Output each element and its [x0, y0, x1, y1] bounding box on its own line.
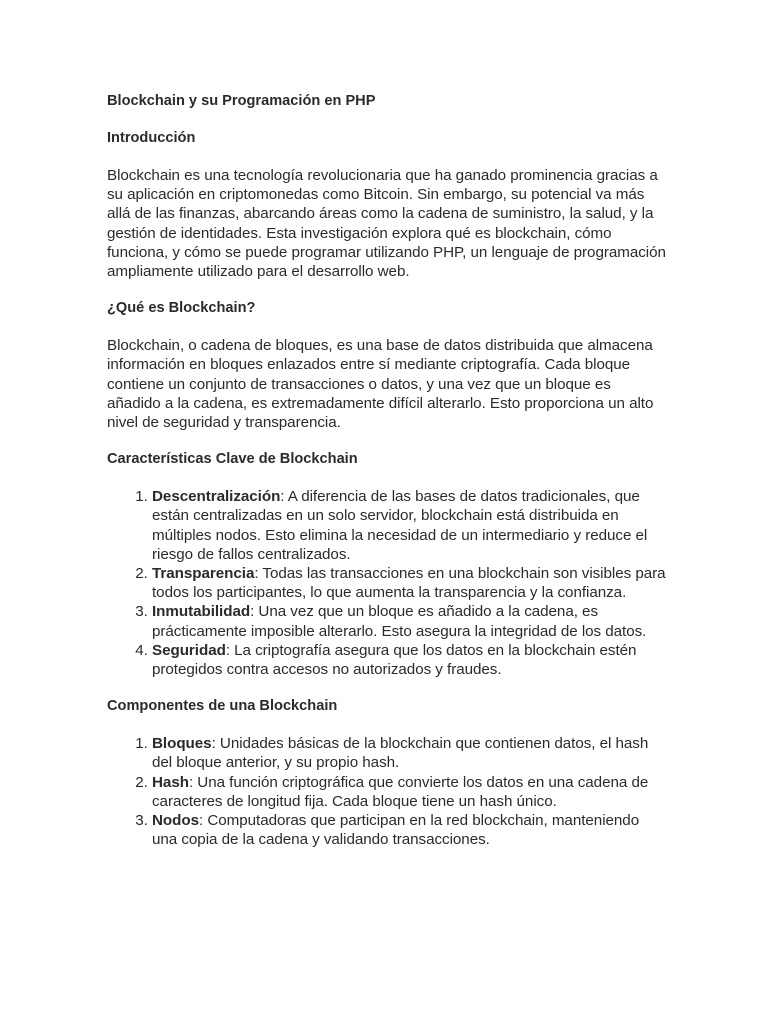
list-item-text: : Una función criptográfica que convierte los datos en una cadena de caracteres de longitud fija. Cada bloque tiene un hash único.: [152, 773, 649, 810]
heading-componentes: Componentes de una Blockchain: [107, 698, 338, 715]
list-item: [152, 734, 668, 772]
list-item-text: : La criptografía asegura que los datos en la blockchain estén protegidos contra accesos no autorizados y fraudes.: [152, 641, 637, 679]
paragraph-introduccion: Blockchain es una tecnología revolucionaria que ha ganado prominencia gracias a su aplicación en criptomonedas como Bitcoin. Sin embargo, su potencial va más allá de las finanzas, abarcando áreas como la cadena de suministro, la salud, y la gestión de identidades. Esta investigación explora qué es blockchain, cómo funciona, y cómo se puede programar utilizando PHP, un lenguaje de programación ampliamente utilizado para el desarrollo web.: [107, 167, 666, 281]
list-item-text: : Unidades básicas de la blockchain que contienen datos, el hash del bloque anterior, y su propio hash.: [152, 735, 649, 772]
heading-que-es-blockchain: ¿Qué es Blockchain?: [107, 300, 256, 317]
list-item-term: Transparencia: [152, 565, 255, 583]
heading-caracteristicas: Características Clave de Blockchain: [107, 451, 358, 468]
list-item: [152, 564, 668, 602]
document-title: Blockchain y su Programación en PHP: [107, 93, 376, 109]
list-item-term: Hash: [152, 773, 189, 791]
list-item-term: Descentralización: [152, 488, 281, 506]
list-item-term: Bloques: [152, 735, 212, 753]
list-item-term: Inmutabilidad: [152, 603, 251, 621]
heading-introduccion: Introducción: [107, 130, 196, 146]
components-list: [107, 734, 668, 849]
list-item-text: : Todas las transacciones en una blockchain son visibles para todos los participantes, lo que aumenta la transparencia y la confianza.: [152, 565, 666, 602]
list-item-term: Nodos: [152, 812, 199, 830]
list-item: [152, 773, 668, 811]
list-item: [152, 602, 668, 640]
list-item-text: : Computadoras que participan en la red blockchain, manteniendo una copia de la cadena y validando transacciones.: [152, 812, 640, 849]
paragraph-que-es-blockchain: Blockchain, o cadena de bloques, es una base de datos distribuida que almacena información en bloques enlazados entre sí mediante criptografía. Cada bloque contiene un conjunto de transacciones o datos, y una vez que un bloque es añadido a la cadena, es extremadamente difícil alterarlo. Esto proporciona un alto nivel de seguridad y transparencia.: [107, 337, 654, 432]
list-item-text: : Una vez que un bloque es añadido a la cadena, es prácticamente imposible alterarlo. Esto asegura la integridad de los datos.: [152, 603, 647, 640]
list-item: [152, 641, 668, 679]
list-item-term: Seguridad: [152, 641, 226, 659]
list-item-text: : A diferencia de las bases de datos tradicionales, que están centralizadas en un solo servidor, blockchain está distribuida en múltiples nodos. Esto elimina la necesidad de un intermediario y reduce el riesgo de fallos centralizados.: [152, 488, 648, 563]
list-item: [152, 487, 668, 564]
features-list: [107, 487, 668, 679]
list-item: [152, 811, 668, 849]
